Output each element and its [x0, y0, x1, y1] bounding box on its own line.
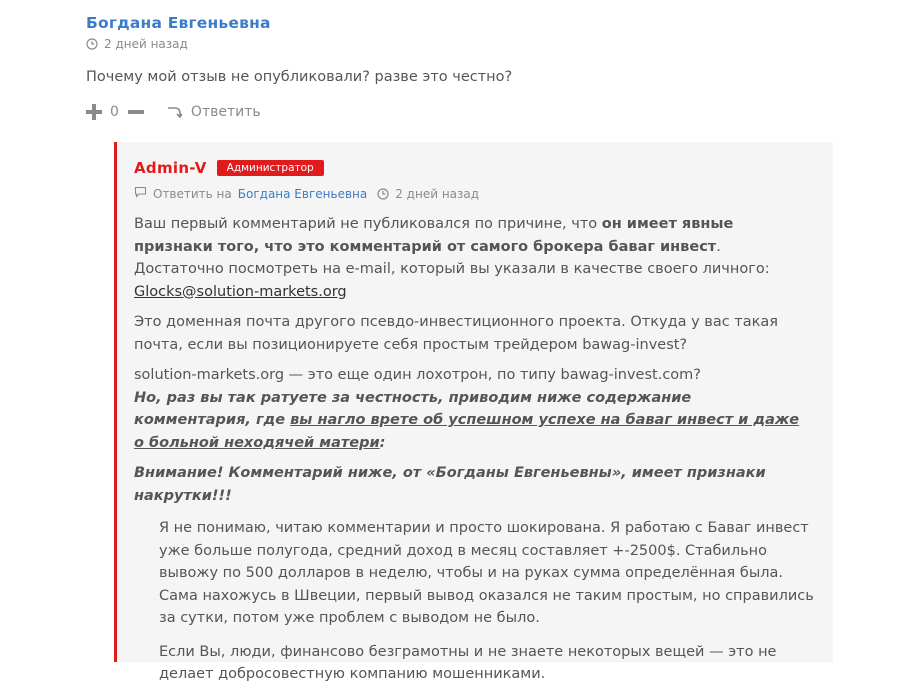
p1-text-a: Ваш первый комментарий не публиковался по причине, что [134, 216, 602, 232]
admin-reply [114, 142, 833, 682]
p3-underlined: вы нагло врете об успешном успехе на баваг инвест и даже о больной неходячей матери [134, 412, 800, 451]
reply-arrow-icon [166, 105, 182, 119]
admin-reply-body [134, 213, 806, 507]
role-badge: Администратор [217, 160, 324, 176]
comment-text: Почему мой отзыв не опубликовали? разве это честно? [86, 69, 513, 85]
quoted-comment [134, 517, 814, 686]
comment [86, 12, 846, 120]
p3-text-a: solution-markets.org — это еще один лохотрон, по типу bawag-invest.com? [134, 367, 701, 383]
minus-icon[interactable] [128, 104, 144, 120]
reply-to-label: Ответить на [153, 186, 232, 201]
comment-author[interactable]: Богдана Евгеньевна [86, 14, 271, 32]
comment-meta [86, 37, 846, 51]
quote-paragraph-1: Я не понимаю, читаю комментарии и просто шокирована. Я работаю с Баваг инвест уже больше полугода, средний доход в месяц составляет +-2500$. Стабильно вывожу по 500 долларов в неделю, чтобы и на руках сумма определённая была. Сама нахожусь в Швеции, первый вывод оказался не таким простым, но справились за сутки, потом уже проблем с выводом не было. [159, 520, 814, 626]
email-link[interactable]: Glocks@solution-markets.org [134, 283, 347, 300]
plus-icon[interactable] [86, 104, 102, 120]
reply-to-link[interactable]: Богдана Евгеньевна [237, 186, 368, 201]
vote-count: 0 [110, 104, 119, 120]
speech-bubble-icon [134, 186, 147, 201]
p1-bold: он имеет явные признаки того, что это комментарий от самого брокера баваг инвест [134, 216, 734, 255]
p1-text-c: . Достаточно посмотреть на e-mail, который вы указали в качестве своего личного: [134, 238, 770, 277]
admin-reply-header [134, 158, 833, 178]
reply-label: Ответить [190, 104, 261, 120]
reply-warning: Внимание! Комментарий ниже, от «Богданы Евгеньевны», имеет признаки накрутки!!! [134, 465, 766, 504]
reply-button[interactable] [166, 104, 261, 120]
reply-paragraph-2: Это доменная почта другого псевдо-инвестиционного проекта. Откуда у вас такая почта, если вы позиционируете себя простым трейдером bawag-invest? [134, 314, 779, 353]
admin-author: Admin-V [134, 159, 207, 177]
reply-paragraph-1 [134, 213, 806, 303]
comment-actions [86, 104, 846, 120]
reply-time[interactable]: 2 дней назад [395, 186, 480, 201]
quote-paragraph-2: Если Вы, люди, финансово безграмотны и не знаете некоторых вещей — это не делает добросовестную компанию мошенниками. [159, 643, 777, 682]
p3-bold-italic: Но, раз вы так ратуете за честность, приводим ниже содержание комментария, где [134, 389, 692, 428]
comment-time[interactable]: 2 дней назад [104, 37, 188, 51]
clock-icon [377, 188, 389, 200]
clock-icon [86, 38, 98, 50]
reply-paragraph-3 [134, 364, 806, 454]
p3-colon: : [379, 434, 386, 451]
admin-reply-meta [134, 186, 833, 201]
